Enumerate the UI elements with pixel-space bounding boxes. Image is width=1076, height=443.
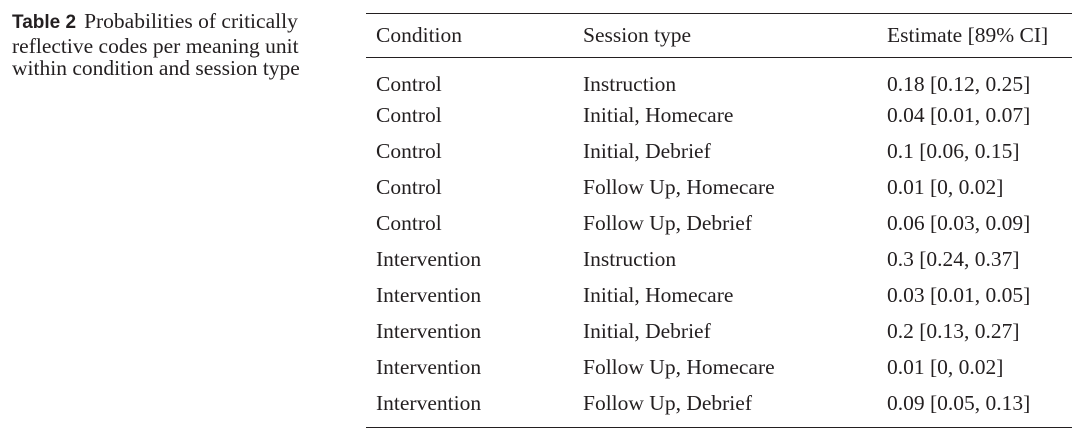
header-row	[366, 14, 1072, 57]
cell-session-type: Follow Up, Debrief	[583, 210, 752, 235]
table-row	[366, 133, 1072, 169]
cell-condition: Control	[376, 102, 442, 127]
results-table	[366, 14, 1072, 57]
cell-condition: Control	[376, 174, 442, 199]
cell-session-type: Follow Up, Debrief	[583, 390, 752, 415]
cell-session-type: Initial, Homecare	[583, 282, 734, 307]
header-condition: Condition	[376, 23, 463, 47]
table-row	[366, 205, 1072, 241]
cell-estimate: 0.09 [0.05, 0.13]	[887, 390, 1031, 415]
results-table-container	[366, 13, 1072, 428]
cell-condition: Intervention	[376, 354, 482, 379]
cell-estimate: 0.3 [0.24, 0.37]	[887, 246, 1020, 271]
table-row	[366, 349, 1072, 385]
table-bottom-rule	[366, 427, 1072, 428]
cell-condition: Intervention	[376, 246, 482, 271]
cell-estimate: 0.18 [0.12, 0.25]	[887, 72, 1031, 96]
table-caption	[12, 10, 352, 80]
cell-condition: Intervention	[376, 390, 482, 415]
cell-condition: Control	[376, 138, 442, 163]
cell-estimate: 0.01 [0, 0.02]	[887, 354, 1004, 379]
header-estimate: Estimate [89% CI]	[887, 23, 1049, 47]
table-row	[366, 313, 1072, 349]
table-row	[366, 97, 1072, 133]
cell-session-type: Follow Up, Homecare	[583, 174, 775, 199]
cell-session-type: Instruction	[583, 246, 677, 271]
table-row	[366, 169, 1072, 205]
cell-session-type: Initial, Debrief	[583, 138, 711, 163]
cell-session-type: Initial, Homecare	[583, 102, 734, 127]
table-row	[366, 277, 1072, 313]
header-session-type: Session type	[583, 23, 692, 47]
cell-estimate: 0.03 [0.01, 0.05]	[887, 282, 1031, 307]
table-row	[366, 385, 1072, 427]
cell-estimate: 0.01 [0, 0.02]	[887, 174, 1004, 199]
cell-condition: Intervention	[376, 318, 482, 343]
table-caption-text: Probabilities of critically reflective codes per meaning unit within condition and session type	[12, 9, 300, 80]
cell-condition: Control	[376, 210, 442, 235]
cell-condition: Control	[376, 72, 442, 96]
table-row	[366, 58, 1072, 97]
cell-estimate: 0.2 [0.13, 0.27]	[887, 318, 1020, 343]
table-caption-label: Table 2	[12, 12, 77, 33]
cell-estimate: 0.04 [0.01, 0.07]	[887, 102, 1031, 127]
cell-estimate: 0.06 [0.03, 0.09]	[887, 210, 1031, 235]
cell-session-type: Follow Up, Homecare	[583, 354, 775, 379]
cell-condition: Intervention	[376, 282, 482, 307]
cell-estimate: 0.1 [0.06, 0.15]	[887, 138, 1020, 163]
table-row	[366, 241, 1072, 277]
table-header	[366, 14, 1072, 57]
cell-session-type: Instruction	[583, 72, 677, 96]
cell-session-type: Initial, Debrief	[583, 318, 711, 343]
results-table-body	[366, 58, 1072, 427]
